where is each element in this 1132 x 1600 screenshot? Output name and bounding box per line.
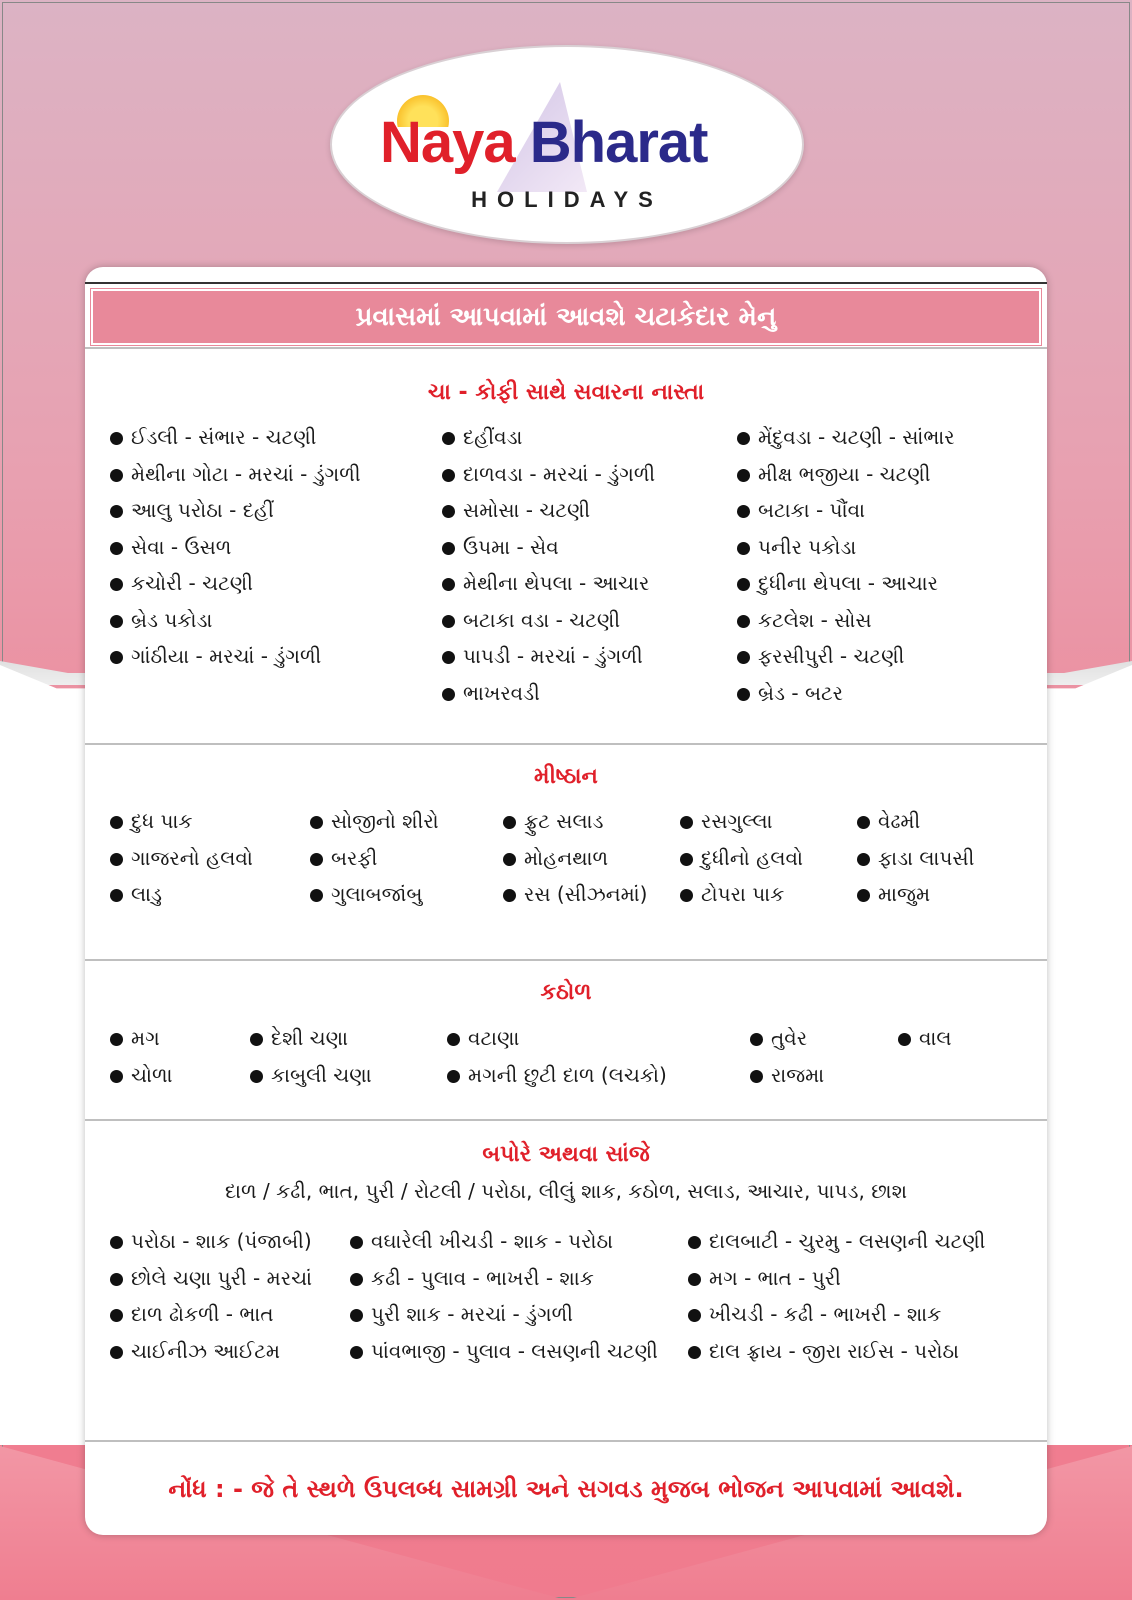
- list-item: ચાઈનીઝ આઈટમ: [110, 1333, 312, 1370]
- list-item: સેવા - ઉસળ: [110, 529, 361, 566]
- list-item: દાળવડા - મરચાં - ડુંગળી: [442, 456, 655, 493]
- list-item: વઘારેલી ખીચડી - શાક - પરોઠા: [350, 1223, 658, 1260]
- list-item: ઈડલી - સંભાર - ચટણી: [110, 419, 361, 456]
- list-item: દાલ ફ્રાય - જીરા રાઈસ - પરોઠા: [688, 1333, 985, 1370]
- divider: [85, 959, 1047, 961]
- list-item: ઉપમા - સેવ: [442, 529, 655, 566]
- brand-tagline: HOLIDAYS: [471, 187, 663, 212]
- list-item: દહીંવડા: [442, 419, 655, 456]
- list-item: મગની છુટી દાળ (લચકો): [447, 1057, 667, 1094]
- card-top-rule: [85, 282, 1047, 284]
- pulses-col-5: [898, 1020, 951, 1057]
- list-item: પનીર પકોડા: [737, 529, 955, 566]
- list-item: બ્રેડ - બટર: [737, 675, 955, 712]
- list-item: દાલબાટી - ચુરમુ - લસણની ચટણી: [688, 1223, 985, 1260]
- sweets-col-3: [503, 803, 647, 913]
- list-item: રસ (સીઝનમાં): [503, 876, 647, 913]
- list-item: મોહનથાળ: [503, 840, 647, 877]
- breakfast-col-1: [110, 419, 361, 675]
- menu-card: [85, 267, 1047, 1535]
- list-item: દુધ પાક: [110, 803, 253, 840]
- menu-header: પ્રવાસમાં આપવામાં આવશે ચટાકેદાર મેનુ: [91, 289, 1041, 345]
- list-item: બટાકા - પૌંવા: [737, 492, 955, 529]
- list-item: મેથીના થેપલા - આચાર: [442, 565, 655, 602]
- divider: [85, 1119, 1047, 1121]
- pulses-col-4: [750, 1020, 824, 1093]
- list-item: ખીચડી - કઢી - ભાખરી - શાક: [688, 1296, 985, 1333]
- list-item: કચોરી - ચટણી: [110, 565, 361, 602]
- list-item: વાલ: [898, 1020, 951, 1057]
- list-item: વેઢમી: [857, 803, 974, 840]
- list-item: ફાડા લાપસી: [857, 840, 974, 877]
- list-item: બટાકા વડા - ચટણી: [442, 602, 655, 639]
- list-item: દાળ ઢોકળી - ભાત: [110, 1296, 312, 1333]
- list-item: તુવેર: [750, 1020, 824, 1057]
- list-item: ભાખરવડી: [442, 675, 655, 712]
- list-item: કાબુલી ચણા: [250, 1057, 372, 1094]
- sweets-col-5: [857, 803, 974, 913]
- list-item: ફ્રુટ સલાડ: [503, 803, 647, 840]
- breakfast-col-2: [442, 419, 655, 711]
- divider: [85, 1440, 1047, 1442]
- list-item: સોજીનો શીરો: [310, 803, 439, 840]
- list-item: વટાણા: [447, 1020, 667, 1057]
- list-item: બ્રેડ પકોડા: [110, 602, 361, 639]
- divider: [85, 743, 1047, 745]
- lunch-standard-line: દાળ / કઢી, ભાત, પુરી / રોટલી / પરોઠા, લીલું શાક, કઠોળ, સલાડ, આચાર, પાપડ, છાશ: [224, 1179, 908, 1203]
- sweets-col-2: [310, 803, 439, 913]
- breakfast-title: ચા - કોફી સાથે સવારના નાસ્તા: [427, 380, 705, 405]
- list-item: મેંદુવડા - ચટણી - સાંભાર: [737, 419, 955, 456]
- sweets-col-1: [110, 803, 253, 913]
- list-item: રાજમા: [750, 1057, 824, 1094]
- list-item: રસગુલ્લા: [680, 803, 803, 840]
- list-item: મગ - ભાત - પુરી: [688, 1260, 985, 1297]
- list-item: ચોળા: [110, 1057, 173, 1094]
- brand-name: [380, 109, 708, 176]
- list-item: દેશી ચણા: [250, 1020, 372, 1057]
- lunch-col-1: [110, 1223, 312, 1369]
- list-item: ગુલાબજાંબુ: [310, 876, 439, 913]
- pulses-col-2: [250, 1020, 372, 1093]
- list-item: મગ: [110, 1020, 173, 1057]
- list-item: મેથીના ગોટા - મરચાં - ડુંગળી: [110, 456, 361, 493]
- list-item: બરફી: [310, 840, 439, 877]
- brand-naya: Naya: [380, 110, 515, 175]
- list-item: ગાજરનો હલવો: [110, 840, 253, 877]
- brand-logo: [330, 45, 804, 244]
- list-item: આલુ પરોઠા - દહીં: [110, 492, 361, 529]
- list-item: છોલે ચણા પુરી - મરચાં: [110, 1260, 312, 1297]
- divider: [85, 347, 1047, 349]
- list-item: માજુમ: [857, 876, 974, 913]
- list-item: પાંવભાજી - પુલાવ - લસણની ચટણી: [350, 1333, 658, 1370]
- list-item: લાડુ: [110, 876, 253, 913]
- lunch-col-3: [688, 1223, 985, 1369]
- list-item: ફરસીપુરી - ચટણી: [737, 638, 955, 675]
- pulses-title: કઠોળ: [540, 980, 592, 1005]
- list-item: કટલેશ - સોસ: [737, 602, 955, 639]
- footer-note: નોંધ : - જે તે સ્થળે ઉપલબ્ધ સામગ્રી અને સગવડ મુજબ ભોજન આપવામાં આવશે.: [168, 1475, 964, 1503]
- pulses-col-1: [110, 1020, 173, 1093]
- list-item: પરોઠા - શાક (પંજાબી): [110, 1223, 312, 1260]
- pulses-col-3: [447, 1020, 667, 1093]
- list-item: દુધીના થેપલા - આચાર: [737, 565, 955, 602]
- lunch-col-2: [350, 1223, 658, 1369]
- sweets-title: મીષ્ઠાન: [534, 764, 598, 789]
- list-item: ટોપરા પાક: [680, 876, 803, 913]
- list-item: સમોસા - ચટણી: [442, 492, 655, 529]
- list-item: મીક્ષ ભજીયા - ચટણી: [737, 456, 955, 493]
- lunch-title: બપોરે અથવા સાંજે: [482, 1142, 650, 1167]
- list-item: પાપડી - મરચાં - ડુંગળી: [442, 638, 655, 675]
- sweets-col-4: [680, 803, 803, 913]
- list-item: દુધીનો હલવો: [680, 840, 803, 877]
- list-item: પુરી શાક - મરચાં - ડુંગળી: [350, 1296, 658, 1333]
- breakfast-col-3: [737, 419, 955, 711]
- list-item: ગાંઠીયા - મરચાં - ડુંગળી: [110, 638, 361, 675]
- brand-bharat: Bharat: [529, 110, 708, 175]
- list-item: કઢી - પુલાવ - ભાખરી - શાક: [350, 1260, 658, 1297]
